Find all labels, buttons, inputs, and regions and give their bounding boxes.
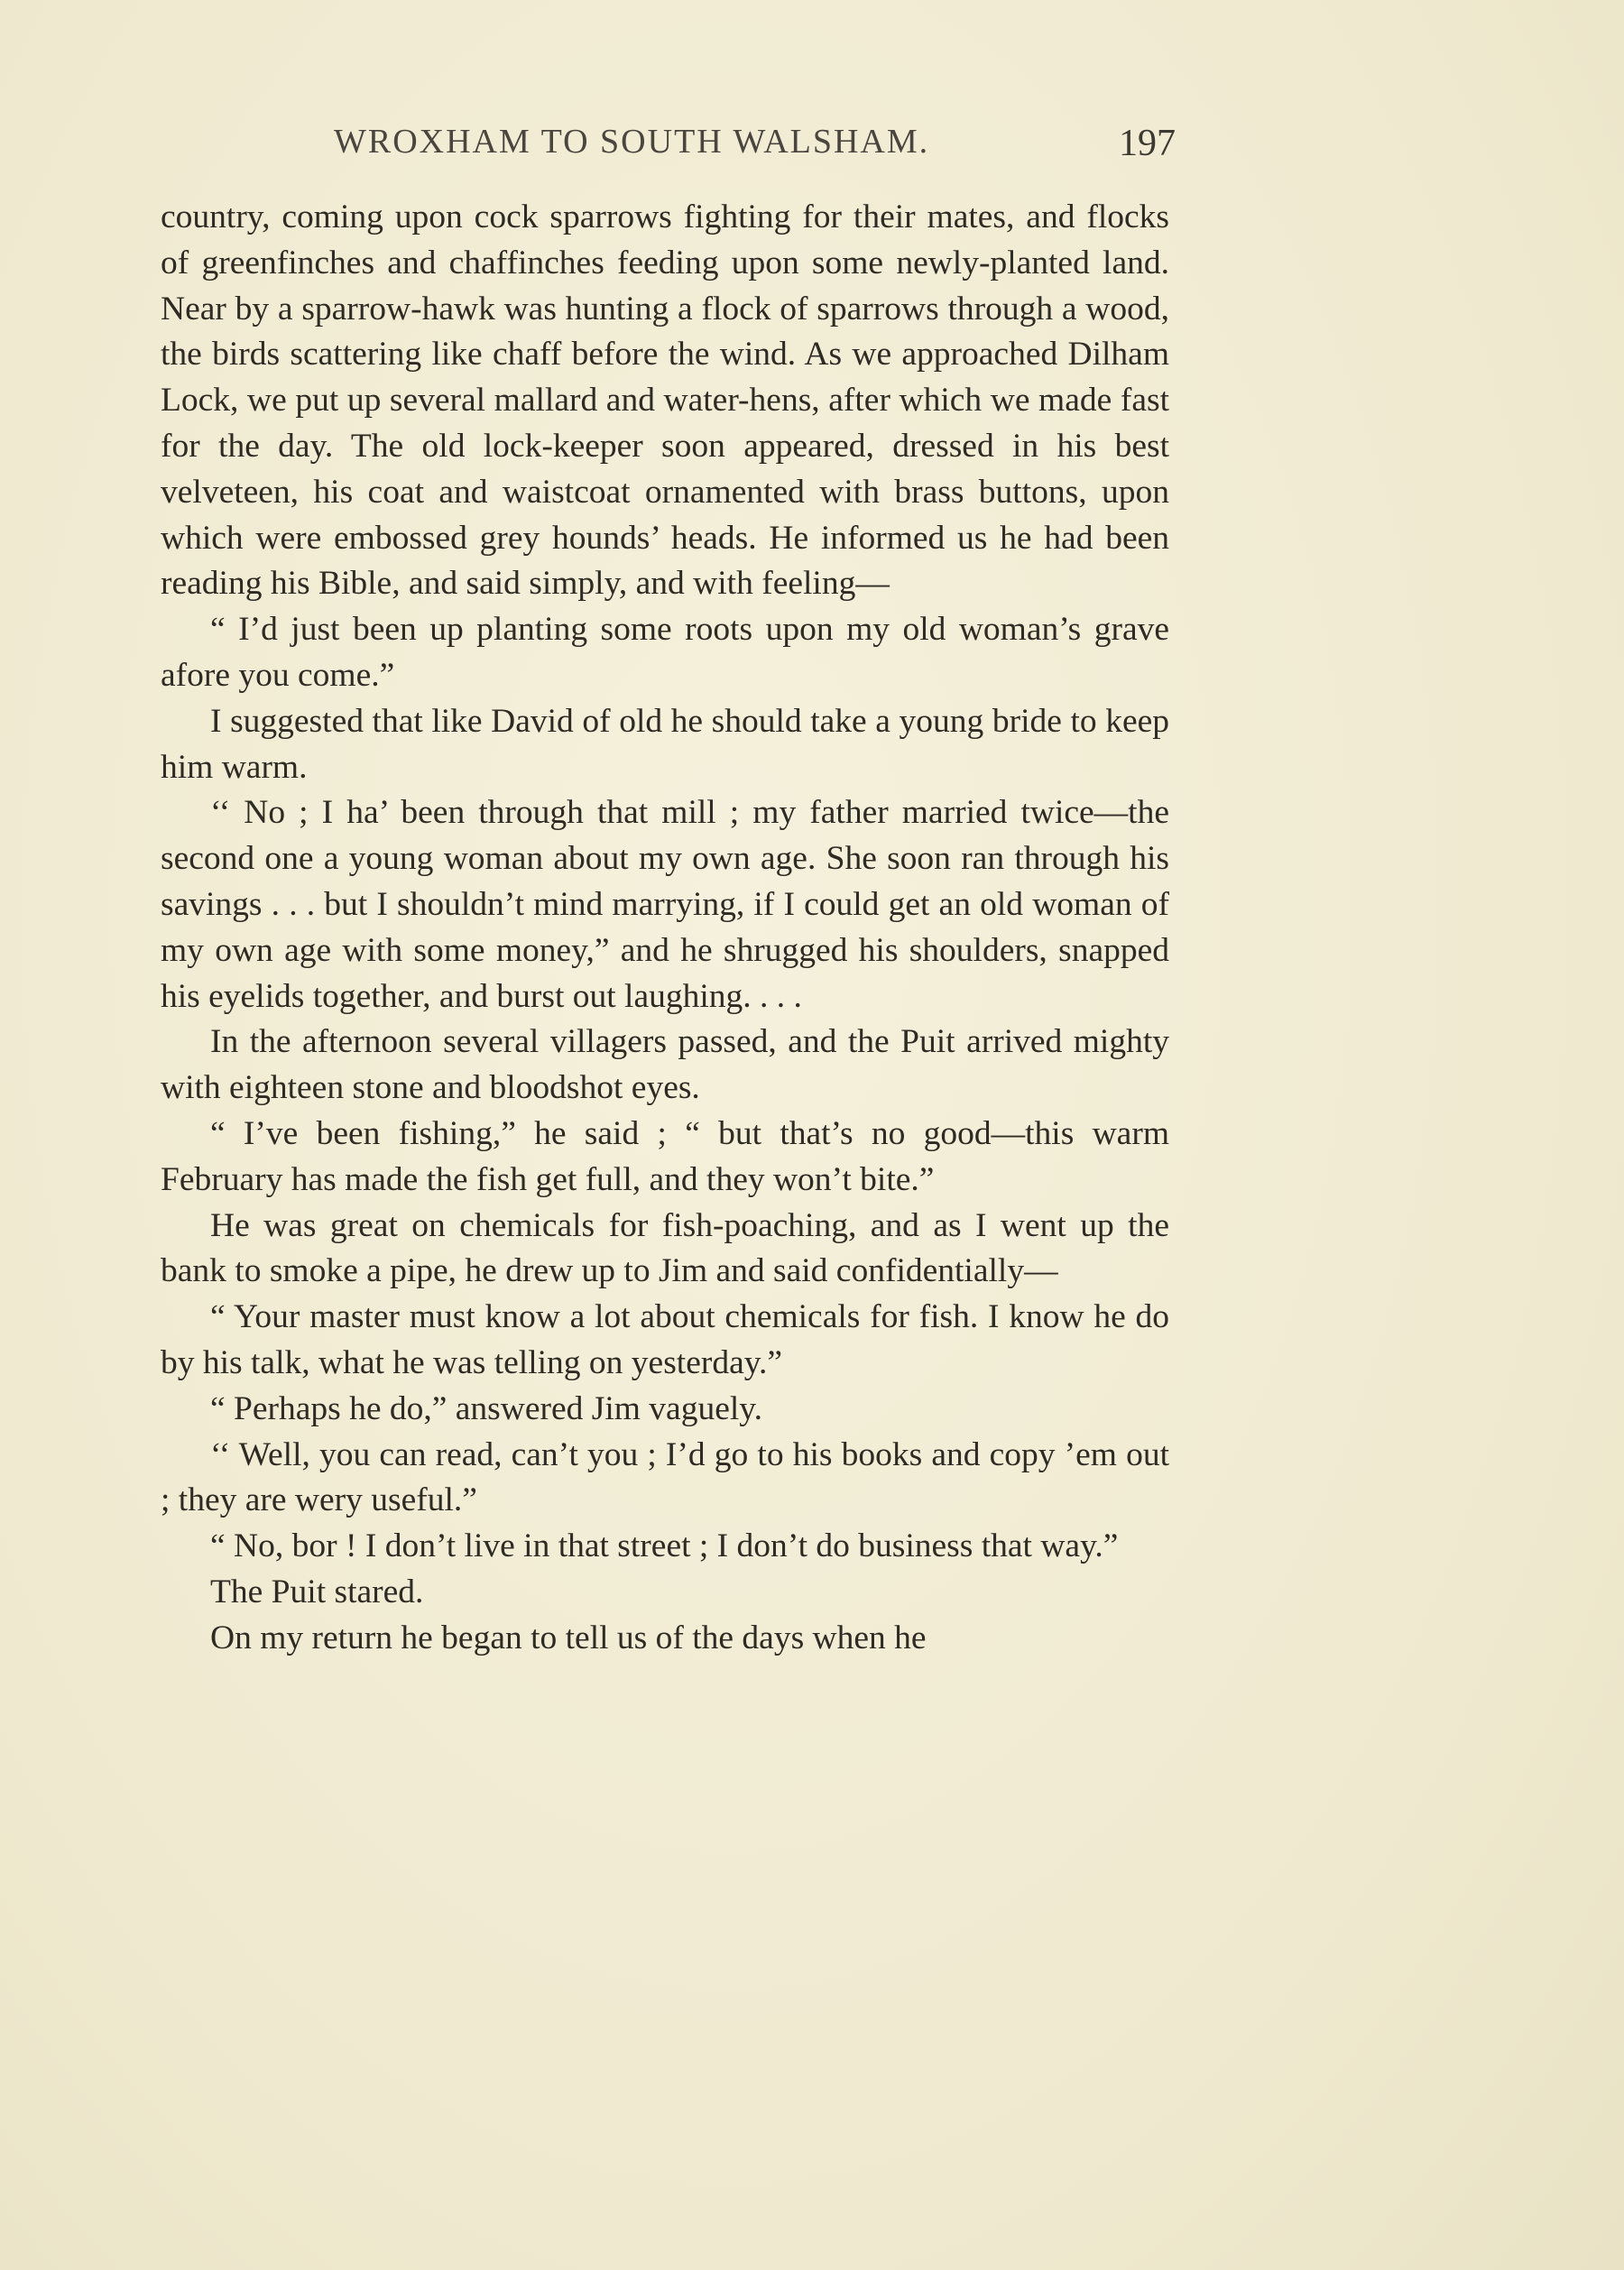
paragraph-afternoon: In the afternoon several villagers passed, and the Puit arrived mighty with eighteen stone and bloodshot eyes.	[161, 1023, 1169, 1107]
paragraph-quote-perhaps: “ Perhaps he do,” answered Jim vaguely.	[210, 1389, 762, 1427]
paragraph-quote-bor: “ No, bor ! I don’t live in that street ; I don’t do business that way.”	[210, 1527, 1119, 1565]
paragraph-puit-stared: The Puit stared.	[210, 1573, 424, 1610]
paragraph-return: On my return he began to tell us of the days when he	[210, 1619, 927, 1656]
paragraph-quote-fishing: “ I’ve been fishing,” he said ; “ but that’s no good—this warm February has made the fish get full, and they won’t bite.”	[161, 1114, 1169, 1198]
paragraph-quote-grave: “ I’d just been up planting some roots upon my old woman’s grave afore you come.”	[161, 611, 1169, 694]
page-number: 197	[1119, 123, 1176, 164]
paragraph-suggestion: I suggested that like David of old he should take a young bride to keep him warm.	[161, 702, 1169, 786]
paragraph-chemicals: He was great on chemicals for fish-poaching, and as I went up the bank to smoke a pipe, he drew up to Jim and said confidentially—	[161, 1206, 1169, 1290]
paragraph-quote-read: ‘‘ Well, you can read, can’t you ; I’d go to his books and copy ’em out ; they are wery useful.”	[161, 1435, 1169, 1519]
paragraph-continuation: country, coming upon cock sparrows fighting for their mates, and flocks of greenfinches and chaffinches feeding upon some newly-planted land. Near by a sparrow-hawk was hunting a flock of sparrows through a wood, the birds scattering like chaff before the wind. As we approached Dilham Lock, we put up several mallard and water-hens, after which we made fast for the day. The old lock-keeper soon appeared, dressed in his best velveteen, his coat and waistcoat ornamented with brass buttons, upon which were embossed grey hounds’ heads. He informed us he had been reading his Bible, and said simply, and with feeling—	[161, 198, 1169, 603]
paragraph-quote-mill: ‘‘ No ; I ha’ been through that mill ; my father married twice—the second one a young woman about my own age. She soon ran through his savings . . . but I shouldn’t mind marrying, if I could get an old woman of my own age with some money,” and he shrugged his shoulders, snapped his eyelids together, and burst out laughing. . . .	[161, 794, 1169, 1015]
paragraph-quote-master: “ Your master must know a lot about chemicals for fish. I know he do by his talk, what he was telling on yesterday.”	[161, 1298, 1169, 1381]
body-text	[161, 195, 1169, 1662]
page-header	[162, 113, 1176, 176]
running-head: WROXHAM TO SOUTH WALSHAM.	[334, 123, 930, 161]
